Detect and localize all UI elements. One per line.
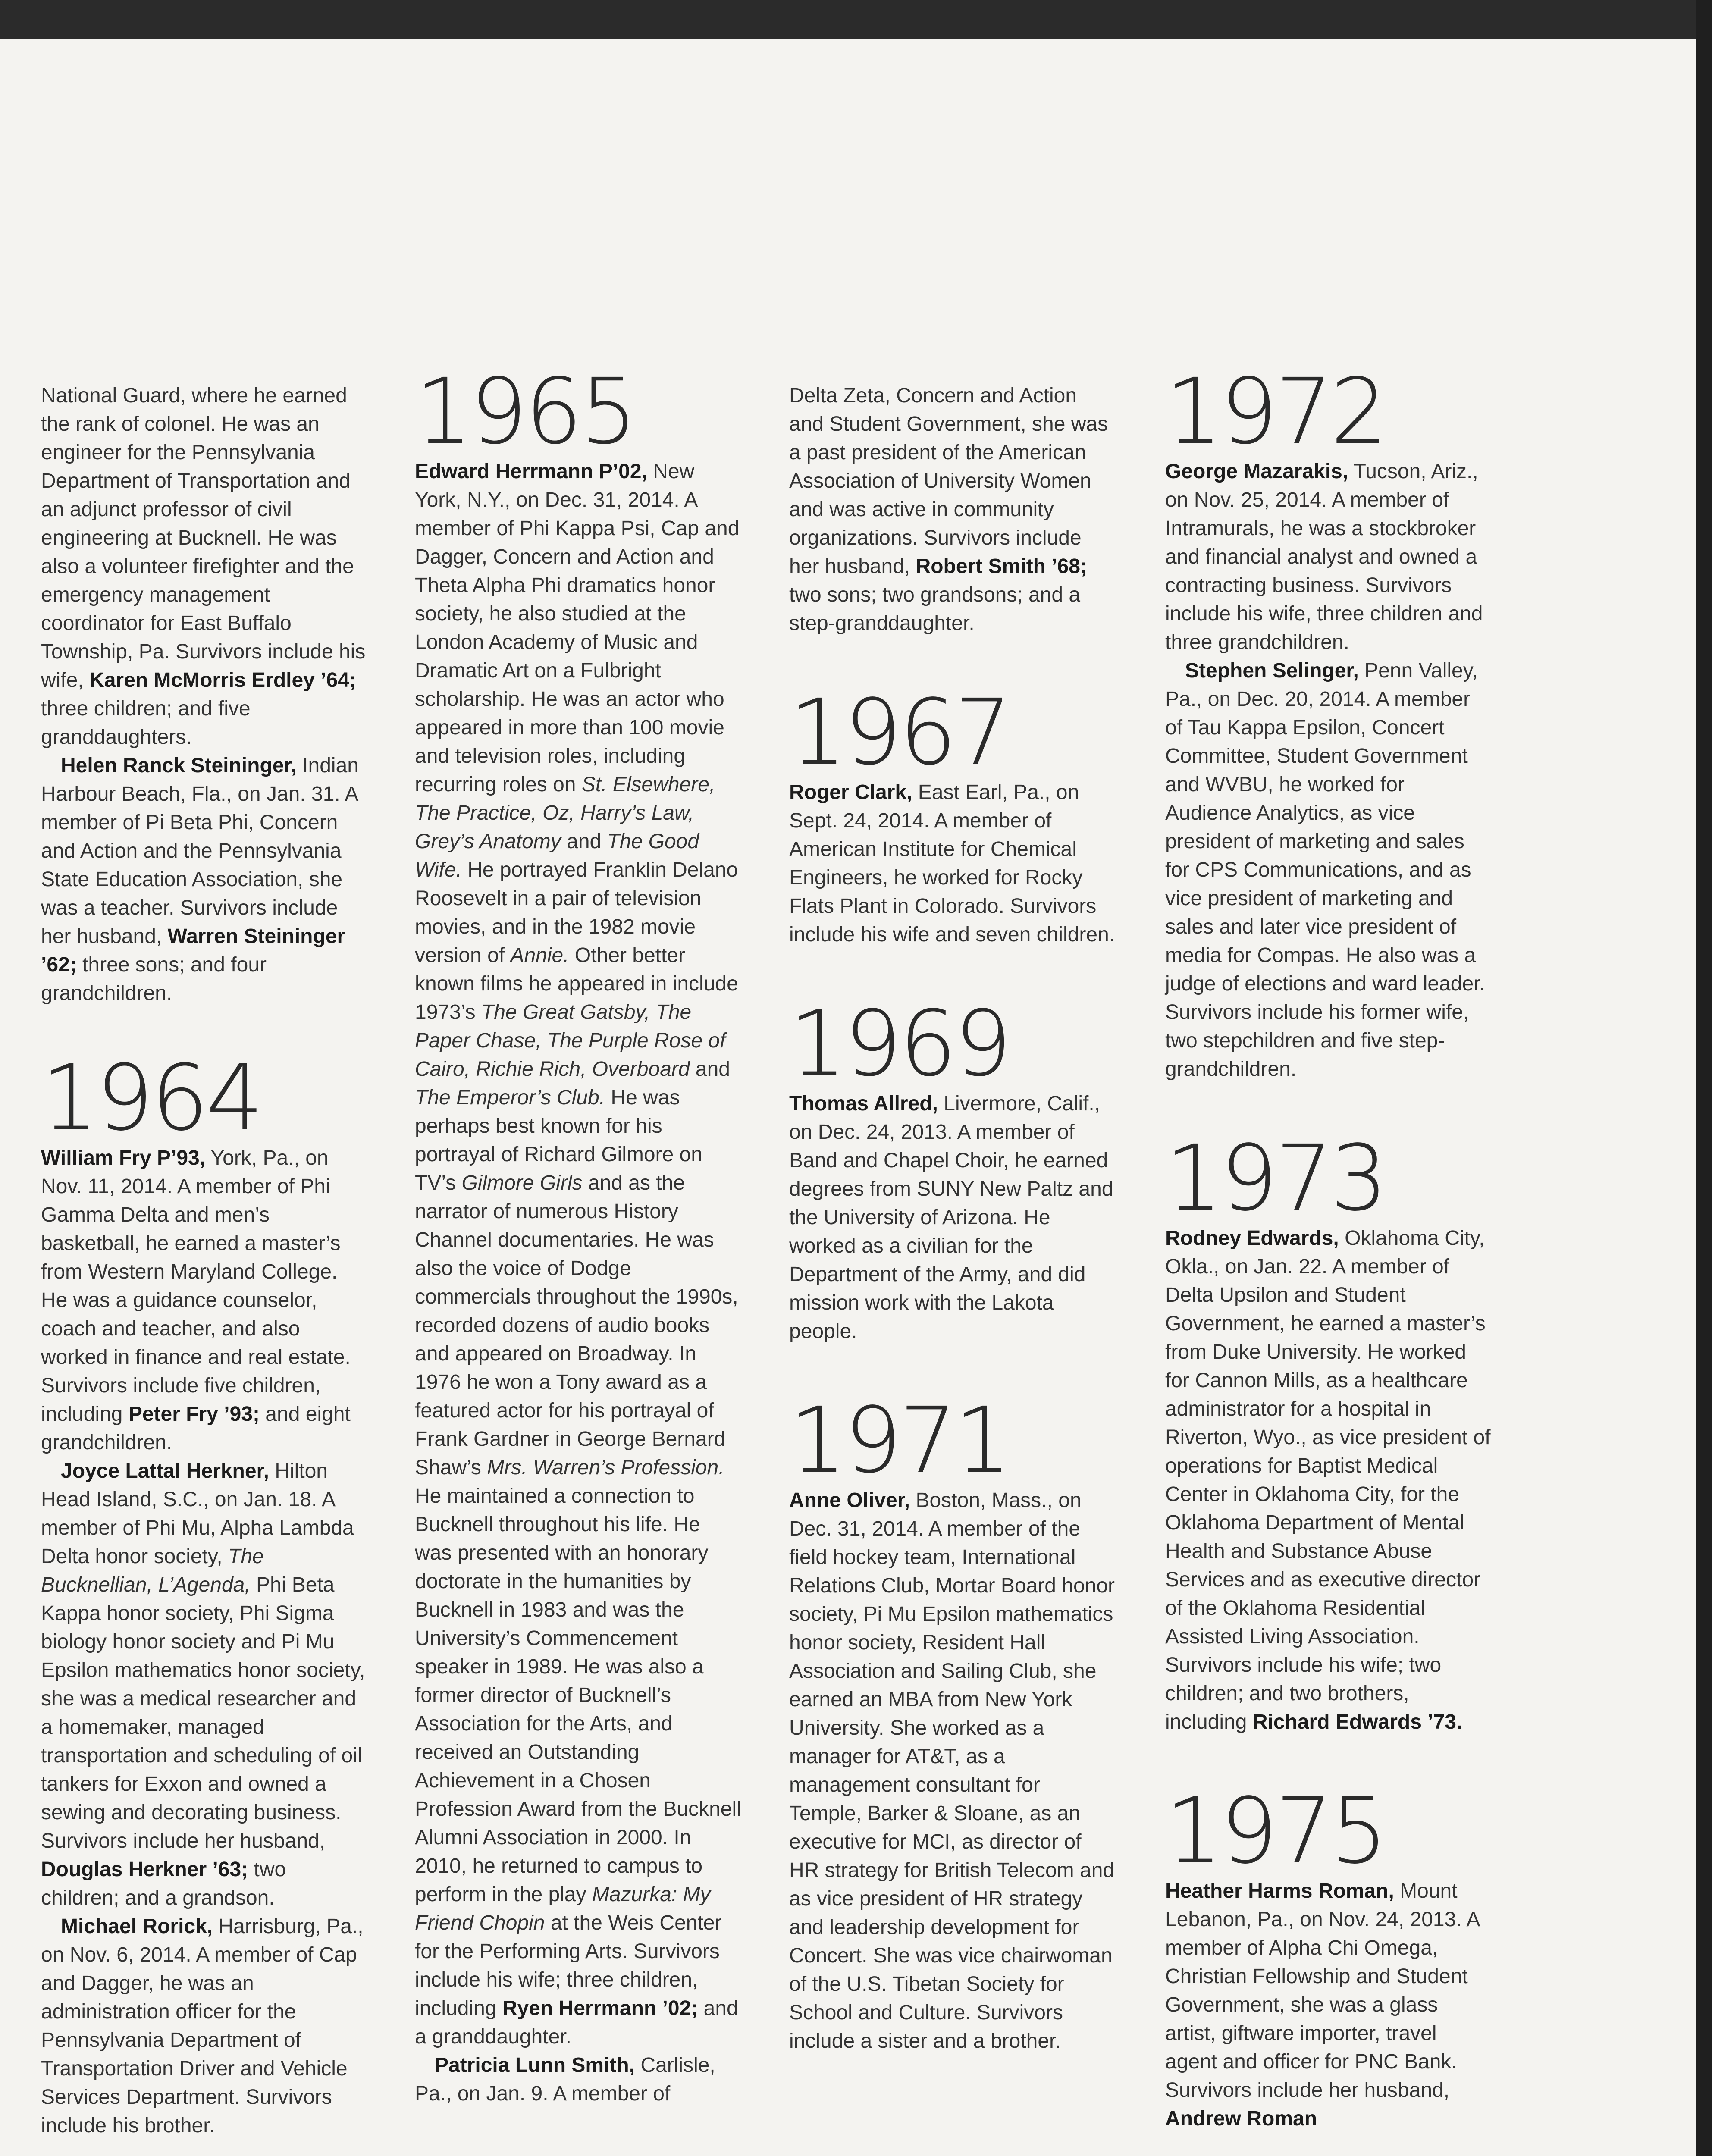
body-text: and — [561, 830, 607, 853]
title-italic: The Emperor’s Club. — [415, 1086, 605, 1109]
person-name: Rodney Edwards, — [1165, 1227, 1339, 1250]
body-text: He maintained a connection to Bucknell throughout his life. He was presented with an honorary doctorate in the humanities by Bucknell in 1983 and was the University’s Commencement speaker in 1989. He was also a former director of Bucknell’s Association for the Arts, and received an Outstanding Achievement in a Chosen Profession Award from the Bucknell Alumni Association in 2000. In 2010, he returned to campus to perform in the play — [415, 1485, 741, 1906]
obituary-entry — [1165, 1877, 1493, 2133]
body-text: He was perhaps best known for his portrayal of Richard Gilmore on TV’s — [415, 1086, 702, 1194]
body-text: and as the narrator of numerous History Channel documentaries. He was also the voice of Dodge commercials throughout the 1990s, recorded dozens of audio books and appeared on Broadway. In 1976 he won a Tony award as a featured actor for his portrayal of Frank Gardner in George Bernard Shaw’s — [415, 1172, 738, 1479]
body-text: Mount Lebanon, Pa., on Nov. 24, 2013. A member of Alpha Chi Omega, Christian Fellowship and Student Government, she was a glass artist, giftware importer, travel agent and officer for PNC Bank. Survivors include her husband, — [1165, 1880, 1479, 2102]
class-year-heading: 1964 — [41, 1045, 261, 1151]
title-italic: Gilmore Girls — [461, 1172, 583, 1194]
person-name: William Fry P’93, — [41, 1147, 206, 1169]
column-3 — [789, 382, 1117, 2056]
obituary-entry — [41, 1457, 369, 1912]
body-text: Tucson, Ariz., on Nov. 25, 2014. A member of Intramurals, he was a stockbroker and financial analyst and owned a contracting business. Survivors include his wife, three children and three grandchildren. — [1165, 460, 1483, 654]
obituary-entry — [789, 1486, 1117, 2056]
person-name: Roger Clark, — [789, 781, 912, 804]
title-italic: St. Elsewhere, The Practice, Oz, Harry’s Law, Grey’s Anatomy — [415, 773, 715, 853]
title-italic: The Good Wife. — [415, 830, 699, 881]
class-year-heading: 1965 — [415, 359, 635, 464]
person-name: George Mazarakis, — [1165, 460, 1348, 483]
obituary-continued — [41, 382, 369, 752]
person-name: Anne Oliver, — [789, 1489, 910, 1512]
body-text: at the Weis Center for the Performing Arts. Survivors include his wife; three children, including — [415, 1912, 722, 2020]
class-year-heading: 1967 — [789, 680, 1010, 785]
obituary-entry — [1165, 1224, 1493, 1736]
person-name: Richard Edwards ’73. — [1252, 1711, 1462, 1733]
body-text: He portrayed Franklin Delano Roosevelt in a pair of television movies, and in the 1982 movie version of — [415, 859, 738, 967]
body-text: Delta Zeta, Concern and Action and Student Government, she was a past president of the American Association of University Women and was active in community organizations. Survivors include her husband, — [789, 384, 1108, 578]
body-text: three children; and five granddaughters. — [41, 697, 251, 749]
person-name: Edward Herrmann P’02, — [415, 460, 647, 483]
title-italic: Mazurka: My Friend Chopin — [415, 1883, 711, 1934]
person-name: Helen Ranck Steininger, — [61, 754, 297, 777]
body-text: Indian Harbour Beach, Fla., on Jan. 31. A member of Pi Beta Phi, Concern and Action and the Pennsylvania State Education Association, she was a teacher. Survivors include her husband, — [41, 754, 359, 948]
body-text: Oklahoma City, Okla., on Jan. 22. A member of Delta Upsilon and Student Government, he earned a master’s from Duke University. He worked for Cannon Mills, as a healthcare administrator for a hospital in Riverton, Wyo., as vice president of operations for Baptist Medical Center in Oklahoma City, for the Oklahoma Department of Mental Health and Substance Abuse Services and as executive director of the Oklahoma Residential Assisted Living Association. Survivors include his wife; two children; and two brothers, including — [1165, 1227, 1491, 1733]
obituary-entry — [1165, 657, 1493, 1084]
class-year-heading: 1969 — [789, 991, 1010, 1097]
obituary-entry — [789, 778, 1117, 949]
class-year-heading: 1973 — [1165, 1125, 1386, 1231]
body-text: and — [690, 1058, 730, 1081]
magazine-page — [0, 39, 1696, 2156]
class-year-heading: 1972 — [1165, 359, 1386, 464]
body-text: Boston, Mass., on Dec. 31, 2014. A member of the field hockey team, International Relations Club, Mortar Board honor society, Pi Mu Epsilon mathematics honor society, Resident Hall Association and Sailing Club, she earned an MBA from New York University. She worked as a manager for AT&T, as a management consultant for Temple, Barker & Sloane, as an executive for MCI, as director of HR strategy for British Telecom and as vice president of HR strategy and leadership development for Concert. She was vice chairwoman of the U.S. Tibetan Society for School and Culture. Survivors include a sister and a brother. — [789, 1489, 1115, 2053]
title-italic: Annie. — [510, 944, 569, 967]
scan-edge — [1696, 0, 1712, 2156]
column-1 — [41, 382, 369, 2140]
obituary-entry — [415, 458, 743, 2051]
person-name: Joyce Lattal Herkner, — [61, 1460, 269, 1482]
class-year-heading: 1975 — [1165, 1778, 1386, 1884]
obituary-entry — [41, 752, 369, 1008]
obituary-entry — [41, 1912, 369, 2140]
body-text: National Guard, where he earned the rank of colonel. He was an engineer for the Pennsylvania Department of Transportation and an adjunct professor of civil engineering at Bucknell. He was also a volunteer firefighter and the emergency management coordinator for East Buffalo Township, Pa. Survivors include his wife, — [41, 384, 366, 692]
body-text: Harrisburg, Pa., on Nov. 6, 2014. A member of Cap and Dagger, he was an administration officer for the Pennsylvania Department of Transportation Driver and Vehicle Services Department. Survivors include his brother. — [41, 1915, 364, 2137]
person-name: Warren Steininger ’62; — [41, 925, 345, 976]
body-text: Hilton Head Island, S.C., on Jan. 18. A member of Phi Mu, Alpha Lambda Delta honor society, — [41, 1460, 354, 1568]
obituary-entry — [789, 1090, 1117, 1346]
column-4 — [1165, 359, 1493, 2133]
body-text: Other better known films he appeared in include 1973’s — [415, 944, 738, 1024]
obituary-entry — [415, 2051, 743, 2108]
body-text: and eight grandchildren. — [41, 1403, 351, 1454]
body-text: Carlisle, Pa., on Jan. 9. A member of — [415, 2054, 715, 2105]
obituary-continued — [789, 382, 1117, 638]
class-year-heading: 1971 — [789, 1388, 1010, 1493]
body-text: New York, N.Y., on Dec. 31, 2014. A member of Phi Kappa Psi, Cap and Dagger, Concern and Action and Theta Alpha Phi dramatics honor society, he also studied at the London Academy of Music and Dramatic Art on a Fulbright scholarship. He was an actor who appeared in more than 100 movie and television roles, including recurring roles on — [415, 460, 740, 796]
person-name: Douglas Herkner ’63; — [41, 1858, 248, 1881]
body-text: and a granddaughter. — [415, 1997, 738, 2048]
obituary-entry — [41, 1144, 369, 1457]
person-name: Karen McMorris Erdley ’64; — [89, 669, 356, 692]
column-2 — [415, 359, 743, 2108]
person-name: Ryen Herrmann ’02; — [502, 1997, 698, 2020]
title-italic: The Bucknellian, L’Agenda, — [41, 1545, 264, 1596]
body-text: Penn Valley, Pa., on Dec. 20, 2014. A member of Tau Kappa Epsilon, Concert Committee, Student Government and WVBU, he worked for Audience Analytics, as vice president of marketing and sales for CPS Communications, and as vice president of marketing and sales and later vice president of media for Compas. He also was a judge of elections and ward leader. Survivors include his former wife, two stepchildren and five step-grandchildren. — [1165, 659, 1485, 1081]
person-name: Peter Fry ’93; — [128, 1403, 260, 1426]
title-italic: The Great Gatsby, The Paper Chase, The Purple Rose of Cairo, Richie Rich, Overboard — [415, 1001, 726, 1081]
person-name: Michael Rorick, — [61, 1915, 213, 1938]
person-name: Heather Harms Roman, — [1165, 1880, 1394, 1902]
body-text: Phi Beta Kappa honor society, Phi Sigma biology honor society and Pi Mu Epsilon mathematics honor society, she was a medical researcher and a homemaker, managed transportation and scheduling of oil tankers for Exxon and owned a sewing and decorating business. Survivors include her husband, — [41, 1573, 365, 1852]
body-text: two children; and a grandson. — [41, 1858, 286, 1909]
body-text: York, Pa., on Nov. 11, 2014. A member of Phi Gamma Delta and men’s basketball, he earned a master’s from Western Maryland College. He was a guidance counselor, coach and teacher, and also worked in finance and real estate. Survivors include five children, including — [41, 1147, 351, 1426]
body-text: three sons; and four grandchildren. — [41, 953, 267, 1005]
person-name: Patricia Lunn Smith, — [435, 2054, 635, 2077]
body-text: East Earl, Pa., on Sept. 24, 2014. A member of American Institute for Chemical Engineers, he worked for Rocky Flats Plant in Colorado. Survivors include his wife and seven children. — [789, 781, 1115, 946]
person-name: Andrew Roman — [1165, 2107, 1317, 2130]
person-name: Thomas Allred, — [789, 1092, 938, 1115]
title-italic: Mrs. Warren’s Profession. — [487, 1456, 724, 1479]
person-name: Stephen Selinger, — [1185, 659, 1359, 682]
body-text: Livermore, Calif., on Dec. 24, 2013. A member of Band and Chapel Choir, he earned degrees from SUNY New Paltz and the University of Arizona. He worked as a civilian for the Department of the Army, and did mission work with the Lakota people. — [789, 1092, 1113, 1343]
person-name: Robert Smith ’68; — [916, 555, 1087, 578]
body-text: two sons; two grandsons; and a step-granddaughter. — [789, 583, 1081, 635]
obituary-entry — [1165, 458, 1493, 657]
